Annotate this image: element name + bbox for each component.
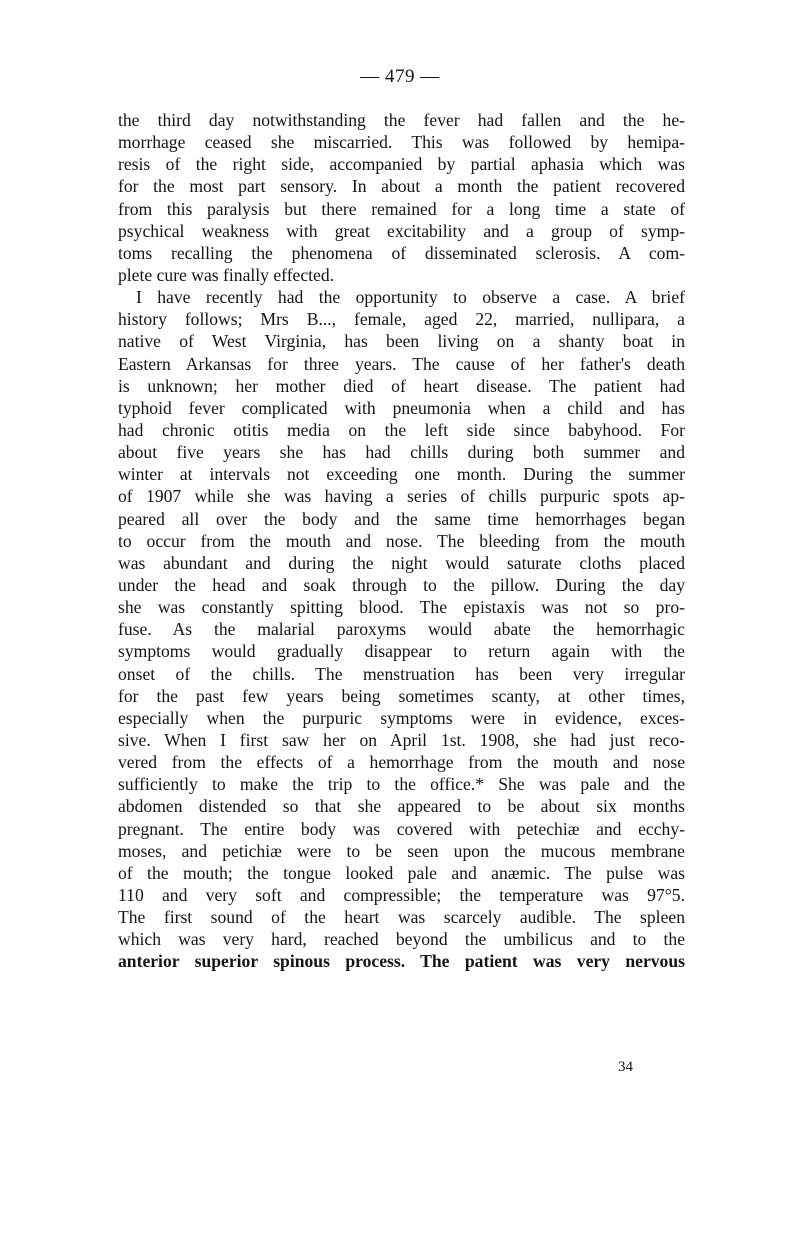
text-line: Eastern Arkansas for three years. The cause of her father's death [118, 353, 685, 374]
text-line: about five years she has had chills during both summer and [118, 442, 685, 463]
text-line: under the head and soak through to the pillow. During the day [118, 574, 685, 595]
text-line: sive. When I first saw her on April 1st. 1908, she had just reco- [118, 729, 685, 750]
text-line: resis of the right side, accompanied by partial aphasia which was [118, 154, 685, 175]
text-line: is unknown; her mother died of heart disease. The patient had [118, 375, 685, 396]
text-line: winter at intervals not exceeding one month. During the summer [118, 464, 685, 485]
text-line: moses, and petichiæ were to be seen upon the mucous membrane [118, 840, 685, 861]
page-number: — 479 — [360, 66, 440, 87]
text-line: for the past few years being sometimes scanty, at other times, [118, 685, 685, 706]
text-line: psychical weakness with great excitability and a group of symp- [118, 220, 685, 241]
text-line: from this paralysis but there remained for a long time a state of [118, 198, 685, 219]
text-line: to occur from the mouth and nose. The bleeding from the mouth [118, 530, 685, 551]
text-line: which was very hard, reached beyond the umbilicus and to the [118, 929, 685, 950]
text-line: pregnant. The entire body was covered with petechiæ and ecchy- [118, 818, 685, 839]
text-line: native of West Virginia, has been living on a shanty boat in [118, 331, 685, 352]
body-text [118, 109, 685, 972]
text-line: I have recently had the opportunity to observe a case. A brief [136, 287, 685, 308]
text-line: morrhage ceased she miscarried. This was followed by hemipa- [118, 132, 685, 153]
text-line: she was constantly spitting blood. The epistaxis was not so pro- [118, 597, 685, 618]
text-line: the third day notwithstanding the fever had fallen and the he- [118, 110, 685, 130]
text-line: peared all over the body and the same time hemorrhages began [118, 508, 685, 529]
text-line: symptoms would gradually disappear to return again with the [118, 641, 685, 662]
text-line: for the most part sensory. In about a month the patient recovered [118, 176, 685, 197]
text-line: The first sound of the heart was scarcely audible. The spleen [118, 907, 685, 928]
text-line: had chronic otitis media on the left side since babyhood. For [118, 419, 685, 440]
signature-mark: 34 [618, 1059, 633, 1075]
text-line: abdomen distended so that she appeared to be about six months [118, 796, 685, 817]
text-line: onset of the chills. The menstruation has been very irregular [118, 663, 685, 684]
text-line: history follows; Mrs B..., female, aged 22, married, nullipara, a [118, 309, 685, 330]
text-line: typhoid fever complicated with pneumonia when a child and has [118, 397, 685, 418]
text-line: vered from the effects of a hemorrhage from the mouth and nose [118, 752, 685, 773]
text-line: fuse. As the malarial paroxyms would abate the hemorrhagic [118, 619, 685, 640]
text-line: anterior superior spinous process. The patient was very nervous [118, 951, 685, 972]
text-line: of the mouth; the tongue looked pale and anæmic. The pulse was [118, 862, 685, 883]
text-line: sufficiently to make the trip to the office.* She was pale and the [118, 774, 685, 795]
text-line: toms recalling the phenomena of disseminated sclerosis. A com- [118, 242, 685, 263]
text-line: especially when the purpuric symptoms were in evidence, exces- [118, 707, 685, 728]
text-line: of 1907 while she was having a series of chills purpuric spots ap- [118, 486, 685, 507]
text-line: plete cure was finally effected. [118, 264, 335, 285]
text-line: was abundant and during the night would saturate cloths placed [118, 552, 685, 573]
text-line: 110 and very soft and compressible; the temperature was 97°5. [118, 884, 685, 905]
